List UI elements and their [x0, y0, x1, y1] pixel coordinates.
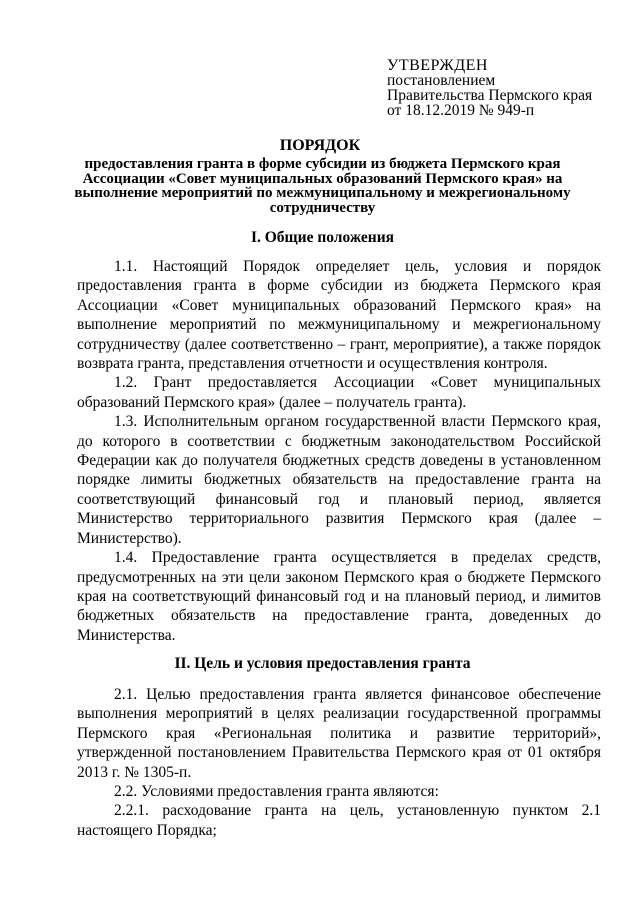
paragraph: 2.2. Условиями предоставления гранта являются: [114, 783, 439, 801]
approval-heading: УТВЕРЖДЕН [387, 57, 488, 74]
section-heading-goal-conditions: II. Цель и условия предоставления гранта [174, 655, 471, 672]
paragraph: 1.3. Исполнительным органом государственной власти Пермского края, до которого в соответствии с бюджетным законодательством Российской Федерации как до получателя бюджетных средств доведены в установленном порядке лимиты бюджетных обязательств на предоставление гранта на соответствующий финансовый год и плановый период, является Министерство территориального развития Пермского края (далее – Министерство). [77, 413, 601, 547]
approval-line: постановлением [387, 72, 496, 89]
approval-date-number: от 18.12.2019 № 949-п [387, 102, 535, 119]
document-title: ПОРЯДОК [279, 137, 361, 154]
section-heading-general: I. Общие положения [250, 229, 395, 246]
document-subtitle: предоставления гранта в форме субсидии из бюджета Пермского края Ассоциации «Совет муниципальных образований Пермского края» на выполнение мероприятий по межмуниципальному и межрегиональному сотрудничеству [74, 156, 571, 216]
paragraph: 1.4. Предоставление гранта осуществляется в пределах средств, предусмотренных на эти цели законом Пермского края о бюджете Пермского края на соответствующий финансовый год и на плановый период, и лимитов бюджетных обязательств на предоставление гранта, доведенных до Министерства. [77, 549, 601, 644]
section-general-body [77, 257, 601, 645]
paragraph: 2.2.1. расходование гранта на цель, установленную пунктом 2.1 настоящего Порядка; [77, 802, 601, 839]
approval-stamp [387, 58, 627, 118]
paragraph: 2.1. Целью предоставления гранта является финансовое обеспечение выполнения мероприятий в целях реализации государственной программы Пермского края «Региональная политика и развитие территорий», утвержденной постановлением Правительства Пермского края от 01 октября 2013 г. № 1305-п. [77, 686, 601, 781]
approval-line: Правительства Пермского края [387, 87, 593, 104]
paragraph: 1.2. Грант предоставляется Ассоциации «Совет муниципальных образований Пермского края» (далее – получатель гранта). [77, 374, 601, 411]
section-goal-body [77, 685, 601, 840]
paragraph: 1.1. Настоящий Порядок определяет цель, условия и порядок предоставления гранта в форме субсидии из бюджета Пермского края Ассоциации «Совет муниципальных образований Пермского края» на выполнение мероприятий по межмуниципальному и межрегиональному сотрудничеству (далее соответственно – грант, мероприятие), а также порядок возврата гранта, представления отчетности и осуществления контроля. [77, 258, 601, 373]
